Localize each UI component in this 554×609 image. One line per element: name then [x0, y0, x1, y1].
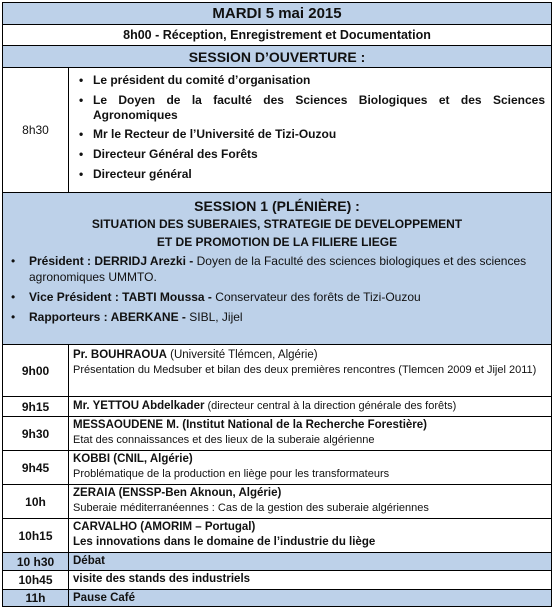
- opening-speakers: [69, 68, 551, 192]
- talk-time: 9h45: [3, 451, 69, 484]
- talk-content: [69, 519, 551, 552]
- opening-session-title: SESSION D’OUVERTURE :: [188, 49, 366, 65]
- talk-time: 11h: [3, 590, 69, 606]
- session1-title: SESSION 1 (PLÉNIÈRE) :: [194, 198, 360, 214]
- talk-speaker: Mr. YETTOU Abdelkader: [73, 400, 205, 412]
- opening-time: 8h30: [3, 68, 69, 192]
- talk-speaker: ZERAIA (ENSSP-Ben Aknoun, Algérie): [73, 487, 282, 499]
- programme-table: [2, 2, 552, 607]
- session1-subtitle-line2: ET DE PROMOTION DE LA FILIERE LIEGE: [156, 235, 398, 249]
- day-header: [3, 3, 551, 25]
- talk-speaker: MESSAOUDENE M. (Institut National de la Recherche Forestière): [73, 419, 428, 431]
- day-title: MARDI 5 mai 2015: [212, 5, 342, 22]
- session1-rapporteurs: • Rapporteurs : ABERKANE - SIBL, Jijel: [11, 310, 243, 324]
- opening-session-row: [3, 68, 551, 193]
- session1-subtitle-line1: SITUATION DES SUBERAIES, STRATEGIE DE DEVELOPPEMENT: [91, 217, 463, 231]
- visit-label: visite des stands des industriels: [73, 573, 251, 585]
- talk-row: [3, 519, 551, 553]
- talk-title: Problématique de la production en liège pour les transformateurs: [73, 468, 390, 480]
- reception-text: 8h00 - Réception, Enregistrement et Documentation: [123, 28, 431, 42]
- bullet-icon: •: [11, 290, 16, 304]
- talk-row: [3, 417, 551, 451]
- coffee-break-label: Pause Café: [73, 592, 136, 604]
- talk-content: [69, 397, 551, 416]
- bullet-icon: •: [79, 167, 84, 181]
- talk-title: Présentation du Medsuber et bilan des deux premières rencontres (Tlemcen 2009 et Jijel 2011): [73, 364, 537, 376]
- opening-speaker: • Directeur Général des Forêts: [79, 147, 258, 161]
- session1-president: • Président : DERRIDJ Arezki - Doyen de la Faculté des sciences biologiques et des sciences agronomiques UMMTO.: [11, 254, 527, 284]
- opening-session-header: [3, 46, 551, 68]
- talk-time: 10h45: [3, 571, 69, 589]
- opening-speaker: • Le président du comité d’organisation: [79, 73, 311, 87]
- session1-block: [3, 193, 551, 345]
- talk-row: [3, 345, 551, 397]
- session1-officers: [3, 253, 551, 325]
- talk-content: [69, 485, 551, 518]
- debate-row: [3, 553, 551, 571]
- talk-content: [69, 451, 551, 484]
- debate-label: Débat: [73, 555, 105, 567]
- opening-speaker: • Le Doyen de la faculté des Sciences Biologiques et des Sciences Agronomiques: [79, 93, 545, 122]
- talk-content: [69, 345, 551, 396]
- talk-speaker: Pr. BOUHRAOUA: [73, 349, 167, 361]
- visit-row: [3, 571, 551, 590]
- talk-time: 9h30: [3, 417, 69, 450]
- session1-vice-president: • Vice Président : TABTI Moussa - Conservateur des forêts de Tizi-Ouzou: [11, 290, 421, 304]
- bullet-icon: •: [79, 127, 84, 141]
- talk-speaker: KOBBI (CNIL, Algérie): [73, 453, 193, 465]
- talk-content: [69, 417, 551, 450]
- talk-title: Etat des connaissances et des lieux de la suberaie algérienne: [73, 434, 375, 446]
- coffee-break-row: [3, 590, 551, 606]
- talk-time: 9h15: [3, 397, 69, 416]
- talk-affiliation: (Université Tlémcen, Algérie): [166, 349, 318, 361]
- bullet-icon: •: [11, 310, 16, 324]
- talk-time: 9h00: [3, 345, 69, 396]
- talk-content: [69, 571, 551, 589]
- bullet-icon: •: [11, 254, 16, 268]
- bullet-icon: •: [79, 147, 84, 161]
- talk-time: 10h15: [3, 519, 69, 552]
- talk-row: [3, 485, 551, 519]
- talk-title: Suberaie méditerranéennes : Cas de la gestion des suberaie algériennes: [73, 502, 429, 514]
- opening-speaker: • Mr le Recteur de l’Université de Tizi-Ouzou: [79, 127, 337, 141]
- talk-content: [69, 553, 551, 570]
- talk-speaker: CARVALHO (AMORIM – Portugal): [73, 521, 256, 533]
- talk-time: 10 h30: [3, 553, 69, 570]
- bullet-icon: •: [79, 93, 84, 107]
- talk-title: Les innovations dans le domaine de l’industrie du liège: [73, 536, 376, 548]
- talk-row: [3, 451, 551, 485]
- talk-content: [69, 590, 551, 606]
- bullet-icon: •: [79, 73, 84, 87]
- talk-row: [3, 397, 551, 417]
- opening-speaker: • Directeur général: [79, 167, 192, 181]
- talk-time: 10h: [3, 485, 69, 518]
- talk-affiliation: (directeur central à la direction générale des forêts): [204, 400, 457, 412]
- reception-row: [3, 25, 551, 46]
